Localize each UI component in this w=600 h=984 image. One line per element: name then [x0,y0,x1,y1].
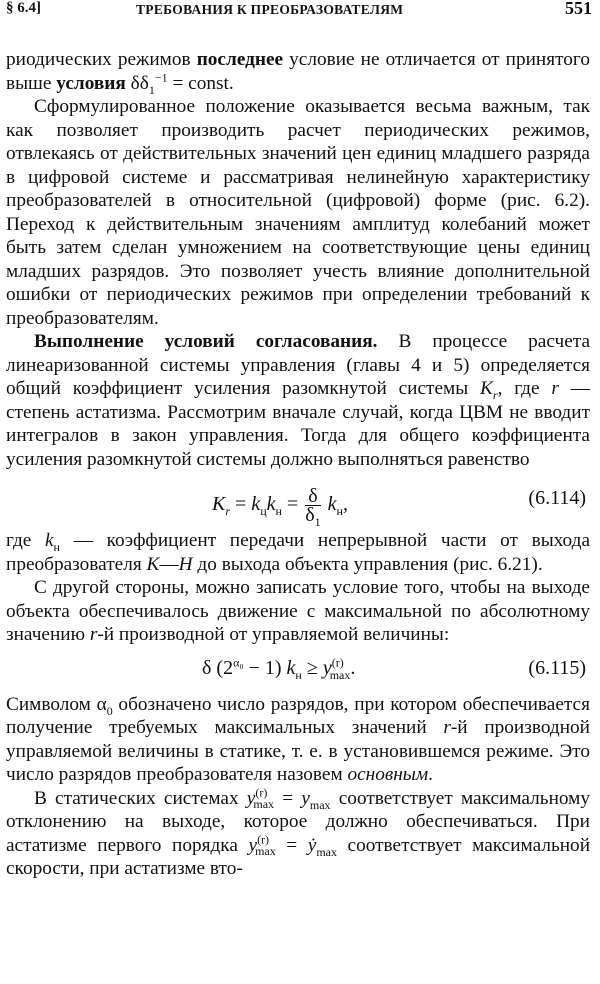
page-body [6,48,590,881]
page-number: 551 [565,0,592,18]
paragraph-other-side: С другой стороны, можно записать условие того, чтобы на выходе объекта обеспечивалось движение с максимальной по абсолютному значению r-й производной от управляемой величины: [6,577,590,645]
paragraph-where-kn: где $k_н$ — коэффициент передачи непрерывной части от выхода преобразователя K—H до выхода объекта управления (рис. 6.21). [6,530,591,575]
paragraph-matching-conditions: Выполнение условий согласования. В процессе расчета линеаризованной системы управления (главы 4 и 5) определяется общий коэффициент усиления разомкнутой системы $K_r$, где r — степень астатизма. Рассмотрим вначале случай, когда ЦВМ не вводит интегралов в закон управления. Тогда для общего коэффициента усиления разомкнутой системы должно выполняться равенство [6,331,590,470]
running-title: ТРЕБОВАНИЯ К ПРЕОБРАЗОВАТЕЛЯМ [136,2,404,17]
run-in-heading: Выполнение условий согласования. [34,331,378,352]
paragraph-formulated-statement: Сформулированное положение оказывается весьма важным, так как позволяет производить расчет периодических режимов, отвлекаясь от действительных значений цен единиц младшего разряда в цифровой системе и рассматривая нелинейную характеристику преобразователей в относительной (цифровой) форме (рис. 6.2). Переход к действительным значениям амплитуд колебаний может быть затем сделан умножением на соответствующие цены единиц младших разрядов. Это позволяет учесть влияние дополнительной ошибки от периодических режимов при определении требований к преобразователям. [6,96,590,329]
running-header [6,0,592,24]
equation-6-115 [6,647,590,693]
section-number: § 6.4] [6,0,41,16]
equation-number: (6.114) [528,487,586,509]
paragraph-symbol-alpha: Символом $\alpha_0$ обозначено число разрядов, при котором обеспечивается получение требуемых максимальных значений r-й производной управляемой величины в статике, т. е. в установившемся режиме. Это число разрядов преобразователя назовем основным. [6,693,590,785]
equation-number: (6.115) [528,656,586,679]
equation-expression: $K_r = k_цk_н$ = $\frac{\delta}{\delta_1}$ $k_н$, [212,485,348,529]
equation-6-114 [6,475,590,529]
equation-expression: δ $(2^{\alpha_0} - 1) k_н \ge y^{(r)}_{max}$. [202,654,356,682]
paragraph-static-systems: В статических системах $y^{(r)}_{max} = y_{max}$ соответствует максимальному отклонению на выходе, которое должно обеспечиваться. При астатизме первого порядка $y^{(r)}_{max}$ = ẏ$_{max}$ соответствует максимальной скорости, при астатизме вто- [6,785,591,879]
paragraph-continuation: риодических режимов последнее условие не отличается от принятого выше условия $\delta\delta_1^{-1}$ = const. [6,49,590,97]
